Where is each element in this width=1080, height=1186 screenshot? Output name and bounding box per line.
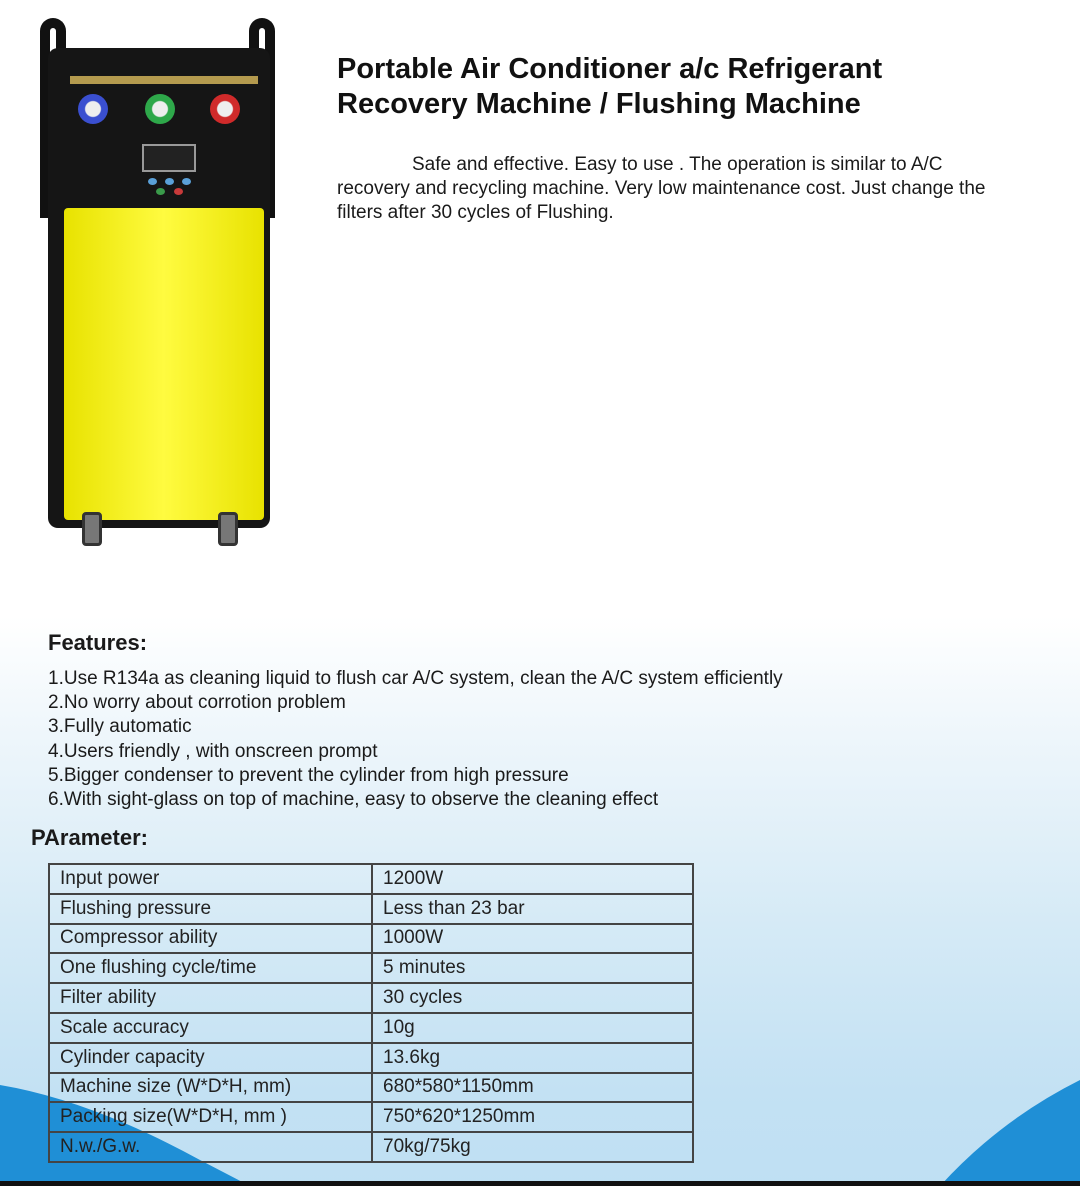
background-swoosh-right	[940, 1080, 1080, 1186]
feature-item: 1.Use R134a as cleaning liquid to flush car A/C system, clean the A/C system efficiently	[48, 668, 783, 689]
table-row	[49, 953, 693, 983]
parameter-value: 1200W	[372, 864, 693, 894]
machine-body	[48, 48, 270, 528]
parameter-name: One flushing cycle/time	[49, 953, 372, 983]
feature-item: 6.With sight-glass on top of machine, easy to observe the cleaning effect	[48, 789, 659, 811]
parameter-name: Packing size(W*D*H, mm )	[49, 1102, 372, 1132]
product-description: Safe and effective. Easy to use . The operation is similar to A/C recovery and recycling machine. Very low maintenance cost. Just change the filters after 30 cycles of Flushing.	[337, 154, 986, 223]
sight-glass	[70, 76, 258, 84]
button-icon	[165, 178, 174, 185]
parameter-name: Filter ability	[49, 983, 372, 1013]
parameter-value: 750*620*1250mm	[372, 1102, 693, 1132]
parameter-value: 10g	[372, 1013, 693, 1043]
parameter-name: Input power	[49, 864, 372, 894]
features-list	[48, 667, 1048, 812]
gauge-red-icon	[210, 94, 240, 124]
product-title: Portable Air Conditioner a/c Refrigerant Recovery Machine / Flushing Machine	[337, 53, 883, 120]
table-row	[49, 983, 693, 1013]
parameter-table	[48, 863, 694, 1163]
button-icon	[156, 188, 165, 195]
button-icon	[148, 178, 157, 185]
parameter-name: Scale accuracy	[49, 1013, 372, 1043]
display-screen	[142, 144, 196, 172]
parameter-name: Machine size (W*D*H, mm)	[49, 1073, 372, 1103]
feature-item: 3.Fully automatic	[48, 716, 192, 738]
parameter-value: 13.6kg	[372, 1043, 693, 1073]
yellow-panel	[64, 208, 264, 520]
table-row	[49, 1073, 693, 1103]
product-image-flushing-machine	[40, 18, 275, 548]
parameter-name: Compressor ability	[49, 924, 372, 954]
feature-item: 2.No worry about corrotion problem	[48, 692, 346, 714]
feature-item: 5.Bigger condenser to prevent the cylinder from high pressure	[48, 764, 569, 786]
table-row	[49, 864, 693, 894]
button-icon	[174, 188, 183, 195]
gauge-blue-icon	[78, 94, 108, 124]
parameter-heading: PArameter:	[31, 825, 148, 850]
table-row	[49, 1102, 693, 1132]
wheel-icon	[218, 512, 238, 546]
wheel-icon	[82, 512, 102, 546]
features-heading: Features:	[48, 630, 148, 655]
feature-item: 4.Users friendly , with onscreen prompt	[48, 740, 378, 762]
gauge-green-icon	[145, 94, 175, 124]
parameter-value: 680*580*1150mm	[372, 1073, 693, 1103]
table-row	[49, 1132, 693, 1162]
table-row	[49, 894, 693, 924]
button-icon	[182, 178, 191, 185]
table-row	[49, 1043, 693, 1073]
parameter-name: Flushing pressure	[49, 894, 372, 924]
parameter-value: 30 cycles	[372, 983, 693, 1013]
bottom-bar	[0, 1181, 1080, 1186]
parameter-name: Cylinder capacity	[49, 1043, 372, 1073]
parameter-value: 70kg/75kg	[372, 1132, 693, 1162]
parameter-name: N.w./G.w.	[49, 1132, 372, 1162]
table-row	[49, 1013, 693, 1043]
parameter-value: 1000W	[372, 924, 693, 954]
parameter-value: 5 minutes	[372, 953, 693, 983]
table-row	[49, 924, 693, 954]
parameter-value: Less than 23 bar	[372, 894, 693, 924]
